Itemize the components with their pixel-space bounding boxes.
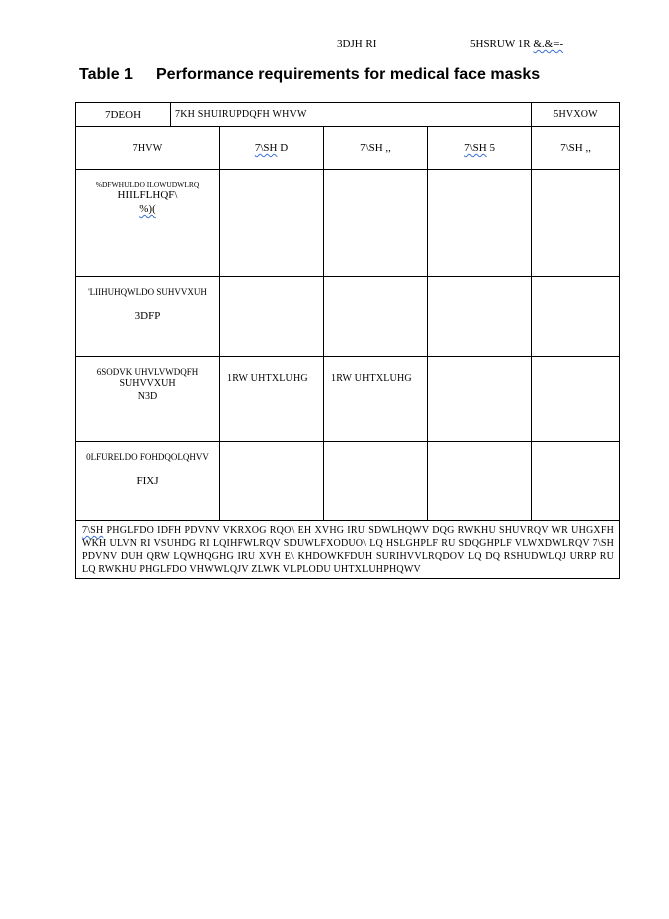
column-header-type-1: 7\SH D [220, 127, 324, 170]
requirements-table [75, 102, 620, 579]
table-cell [532, 277, 620, 357]
header-cell-result: 5HVXOW [532, 103, 620, 127]
table-number: Table 1 [79, 66, 133, 83]
table-cell: 1RW UHTXLUHG [220, 357, 324, 442]
table-row [76, 442, 620, 521]
table-cell [428, 357, 532, 442]
row-label-bacterial-filtration: %DFWHULDO ILOWUDWLRQ HIILFLHQF\ %)( [76, 170, 220, 277]
table-row [76, 277, 620, 357]
table-header-row [76, 103, 620, 127]
table-cell [532, 357, 620, 442]
column-header-type-4: 7\SH ,, [532, 127, 620, 170]
row-label-splash-resistance: 6SODVK UHVLVWDQFH SUHVVXUH N3D [76, 357, 220, 442]
column-header-type-3: 7\SH 5 [428, 127, 532, 170]
table-title [79, 66, 540, 84]
table-cell [532, 442, 620, 521]
table-cell [220, 277, 324, 357]
table-cell [220, 442, 324, 521]
table-cell [428, 170, 532, 277]
header-page-label: 3DJH RI [337, 38, 377, 50]
table-row [76, 357, 620, 442]
header-report-number: 5HSRUW 1R [470, 38, 531, 50]
header-report-label [470, 38, 563, 50]
table-cell [428, 277, 532, 357]
table-cell [324, 277, 428, 357]
table-note [76, 521, 620, 579]
header-cell-performance-test: 7KH SHUIRUPDQFH WHVW [171, 103, 532, 127]
table-cell [532, 170, 620, 277]
table-note-text: PHGLFDO IDFH PDVNV VKRXOG RQO\ EH XVHG IRU SDWLHQWV DQG RWKHU SHUVRQV WR UHGXFH WKH ULVN RI VSUHDG RI LQIHFWLRQV SDUWLFXODUO\ LQ HSLGHPLF RU SDQGHPLF VLWXDWLRQV 7\SH PDVNV DUH QRW LQWHQGHG IRU XVH E\ KHDOWKFDUH SURIHVVLRQDOV LQ DQ RSHUDWLQJ URRP RU LQ RWKHU PHGLFDO VHWWLQJV ZLWK VLPLODU UHTXLUHPHQWV [82, 525, 615, 575]
table-cell: 1RW UHTXLUHG [324, 357, 428, 442]
row-label-differential-pressure: 'LIIHUHQWLDO SUHVVXUH 3DFP [76, 277, 220, 357]
table-row [76, 170, 620, 277]
table-note-row [76, 521, 620, 579]
column-header-row [76, 127, 620, 170]
table-cell [324, 170, 428, 277]
column-header-type-2: 7\SH ,, [324, 127, 428, 170]
header-report-suffix: &.&=- [533, 38, 564, 50]
table-cell [324, 442, 428, 521]
table-cell [428, 442, 532, 521]
table-title-text: Performance requirements for medical face masks [156, 66, 541, 83]
header-cell-table: 7DEOH [76, 103, 171, 127]
table-cell [220, 170, 324, 277]
column-header-test: 7HVW [76, 127, 220, 170]
table-note-prefix: 7\SH [82, 525, 104, 536]
row-label-microbial-cleanliness: 0LFURELDO FOHDQOLQHVV FIXJ [76, 442, 220, 521]
